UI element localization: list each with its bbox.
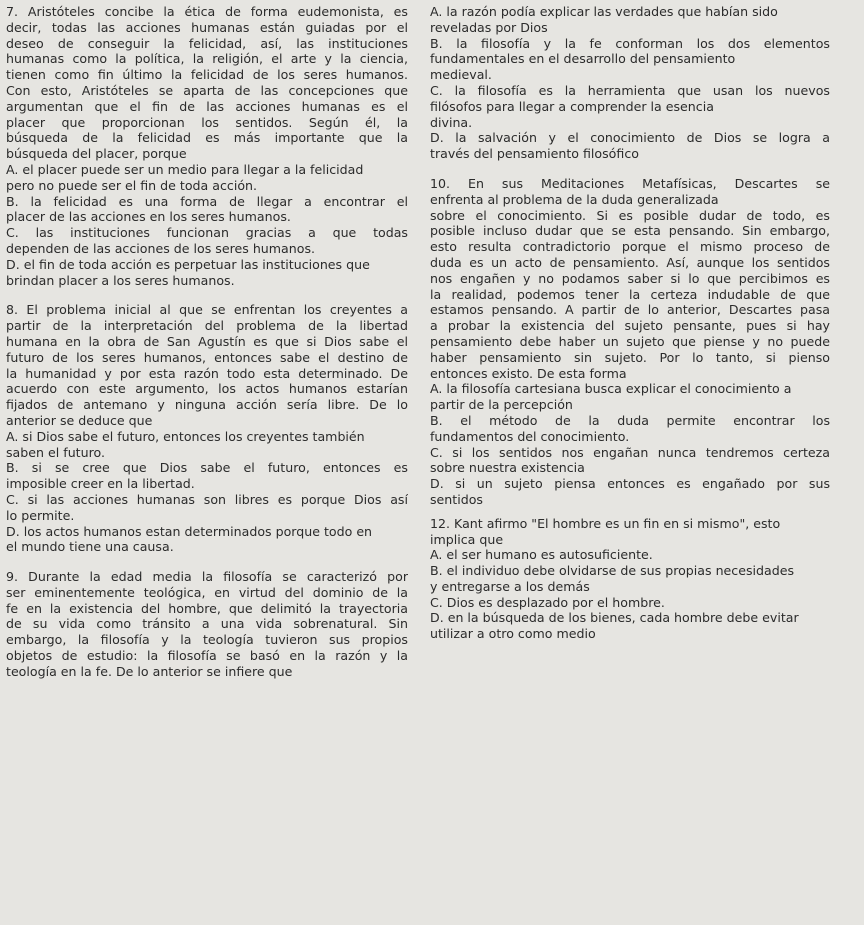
question-text-line: entonces existo. De esta forma — [430, 365, 627, 381]
option-text-line: lo permite. — [6, 507, 75, 523]
option-text-line: fundamentos del conocimiento. — [430, 428, 630, 444]
spacer — [430, 162, 830, 176]
option-text-line: C. las instituciones funcionan gracias a que todas — [6, 225, 408, 241]
option-text-line: C. Dios es desplazado por el hombre. — [430, 594, 665, 610]
question-text-line: implica que — [430, 531, 504, 547]
spacer — [6, 288, 408, 302]
q10-option-b[interactable] — [430, 413, 830, 445]
q8-option-b[interactable] — [6, 460, 408, 492]
spacer — [430, 508, 830, 516]
question-text-line: la realidad, podemos tener la certeza indudable de que — [430, 286, 830, 302]
question-text-line: posible incluso dudar que se esta pensando. Sin embargo, — [430, 223, 830, 239]
question-text-line: teología en la fe. De lo anterior se infiere que — [6, 663, 293, 679]
right-column — [430, 4, 830, 642]
q12-option-a[interactable] — [430, 547, 830, 563]
option-text-line: dependen de las acciones de los seres humanos. — [6, 240, 316, 256]
question-text-line: pensamiento debe haber un sujeto que piense y no puede — [430, 333, 830, 349]
option-text-line: C. si los sentidos nos engañan nunca tendremos certeza — [430, 444, 830, 460]
question-text-line: esto resulta contradictorio porque el mismo proceso de — [430, 239, 830, 255]
question-text-line: sobre el conocimiento. Si es posible dudar de todo, es — [430, 207, 830, 223]
option-text-line: fundamentales en el desarrollo del pensamiento — [430, 51, 736, 67]
q10-option-a[interactable] — [430, 381, 830, 413]
question-text-line: 10. En sus Meditaciones Metafísicas, Descartes se — [430, 175, 830, 191]
q9-option-b[interactable] — [430, 36, 830, 83]
question-text-line: objetos de estudio: la filosofía se basó en la razón y la — [6, 648, 408, 664]
q12-option-c[interactable] — [430, 595, 830, 611]
question-text-line: fijados de antemano y ninguna acción sería libre. De lo — [6, 397, 408, 413]
option-text-line: sobre nuestra existencia — [430, 460, 585, 476]
question-text-line: anterior se deduce que — [6, 412, 153, 428]
option-text-line: B. la filosofía y la fe conforman los dos elementos — [430, 35, 830, 51]
q9-option-d[interactable] — [430, 130, 830, 162]
question-text-line: ser eminentemente teológica, en virtud del dominio de la — [6, 584, 408, 600]
question-text-line: deseo de conseguir la felicidad, así, las instituciones — [6, 35, 408, 51]
option-text-line: D. en la búsqueda de los bienes, cada hombre debe evitar — [430, 610, 799, 626]
option-text-line: A. el ser humano es autosuficiente. — [430, 547, 653, 563]
q8-stem — [6, 302, 408, 428]
question-text-line: a probar la existencia del sujeto pensante, pues si hay — [430, 318, 830, 334]
question-text-line: búsqueda de la felicidad es más importante que la — [6, 130, 408, 146]
question-text-line: decir, todas las acciones humanas están guiadas por el — [6, 19, 408, 35]
question-text-line: la humanidad y por esta razón todo esta determinado. De — [6, 365, 408, 381]
spacer — [6, 555, 408, 569]
question-text-line: futuro de los seres humanos, entonces sabe el destino de — [6, 349, 408, 365]
option-text-line: el mundo tiene una causa. — [6, 539, 174, 555]
option-text-line: D. la salvación y el conocimiento de Dios se logra a — [430, 130, 830, 146]
q12-stem — [430, 516, 830, 548]
question-text-line: nos engañen y no podamos saber si lo que percibimos es — [430, 270, 830, 286]
q8-option-a[interactable] — [6, 429, 408, 461]
question-text-line: embargo, la filosofía y la teología tuvieron sus propios — [6, 632, 408, 648]
left-column — [6, 4, 408, 680]
option-text-line: B. el individuo debe olvidarse de sus propias necesidades — [430, 563, 795, 579]
question-text-line: haber pensamiento sin sujeto. Por lo tanto, si pienso — [430, 349, 830, 365]
option-text-line: sentidos — [430, 491, 483, 507]
q8-option-d[interactable] — [6, 524, 408, 556]
q12-option-d[interactable] — [430, 610, 830, 642]
option-text-line: D. los actos humanos estan determinados porque todo en — [6, 523, 373, 539]
question-text-line: duda es un acto de pensamiento. Así, aunque los sentidos — [430, 254, 830, 270]
option-text-line: saben el futuro. — [6, 444, 105, 460]
option-text-line: B. si se cree que Dios sabe el futuro, entonces es — [6, 460, 408, 476]
question-text-line: búsqueda del placer, porque — [6, 146, 187, 162]
option-text-line: partir de la percepción — [430, 397, 573, 413]
question-text-line: 12. Kant afirmo "El hombre es un fin en si mismo", esto — [430, 515, 781, 531]
q7-stem — [6, 4, 408, 162]
q9-stem — [6, 569, 408, 680]
question-text-line: Con esto, Aristóteles se aparta de las concepciones que — [6, 82, 408, 98]
q10-option-c[interactable] — [430, 445, 830, 477]
option-text-line: C. si las acciones humanas son libres es porque Dios así — [6, 491, 408, 507]
question-text-line: humana en la obra de San Agustín es que si Dios sabe el — [6, 333, 408, 349]
q12-option-b[interactable] — [430, 563, 830, 595]
option-text-line: utilizar a otro como medio — [430, 626, 596, 642]
option-text-line: placer de las acciones en los seres humanos. — [6, 209, 291, 225]
question-text-line: humanas como la política, la religión, el arte y la ciencia, — [6, 51, 408, 67]
option-text-line: reveladas por Dios — [430, 19, 548, 35]
question-text-line: 8. El problema inicial al que se enfrentan los creyentes a — [6, 302, 408, 318]
q7-option-c[interactable] — [6, 225, 408, 257]
option-text-line: B. la felicidad es una forma de llegar a encontrar el — [6, 193, 408, 209]
option-text-line: A. la razón podía explicar las verdades que habían sido — [430, 4, 778, 19]
q7-option-b[interactable] — [6, 194, 408, 226]
q9-option-c[interactable] — [430, 83, 830, 130]
q7-option-d[interactable] — [6, 257, 408, 289]
question-text-line: tienen como fin último la felicidad de los seres humanos. — [6, 67, 408, 83]
question-text-line: de su vida como tránsito a una vida sobrenatural. Sin — [6, 616, 408, 632]
q7-option-a[interactable] — [6, 162, 408, 194]
question-text-line: estamos pensando. A partir de lo anterior, Descartes pasa — [430, 302, 830, 318]
option-text-line: D. el fin de toda acción es perpetuar las instituciones que — [6, 256, 370, 272]
option-text-line: divina. — [430, 114, 473, 130]
option-text-line: A. si Dios sabe el futuro, entonces los creyentes también — [6, 428, 365, 444]
question-text-line: argumentan que el fin de las acciones humanas es el — [6, 98, 408, 114]
q10-stem — [430, 176, 830, 381]
option-text-line: medieval. — [430, 67, 492, 83]
question-text-line: enfrenta al problema de la duda generalizada — [430, 191, 719, 207]
question-text-line: 9. Durante la edad media la filosofía se caracterizó por — [6, 569, 408, 585]
question-text-line: fe en la existencia del hombre, que delimitó la trayectoria — [6, 600, 408, 616]
q8-option-c[interactable] — [6, 492, 408, 524]
option-text-line: C. la filosofía es la herramienta que usan los nuevos — [430, 82, 830, 98]
question-text-line: acuerdo con este argumento, los actos humanos estarían — [6, 381, 408, 397]
option-text-line: brindan placer a los seres humanos. — [6, 272, 235, 288]
option-text-line: y entregarse a los demás — [430, 578, 590, 594]
question-text-line: placer que proporcionan los sentidos. Según él, la — [6, 114, 408, 130]
option-text-line: filósofos para llegar a comprender la esencia — [430, 98, 714, 114]
question-text-line: 7. Aristóteles concibe la ética de forma eudemonista, es — [6, 4, 408, 19]
option-text-line: través del pensamiento filosófico — [430, 146, 639, 162]
option-text-line: A. el placer puede ser un medio para llegar a la felicidad — [6, 161, 364, 177]
option-text-line: pero no puede ser el fin de toda acción. — [6, 177, 258, 193]
q10-option-d[interactable] — [430, 476, 830, 508]
q9-option-a[interactable] — [430, 4, 830, 36]
option-text-line: imposible creer en la libertad. — [6, 476, 195, 492]
option-text-line: D. si un sujeto piensa entonces es engañado por sus — [430, 476, 830, 492]
option-text-line: A. la filosofía cartesiana busca explicar el conocimiento a — [430, 381, 792, 397]
question-text-line: partir de la interpretación del problema de la libertad — [6, 318, 408, 334]
option-text-line: B. el método de la duda permite encontrar los — [430, 412, 830, 428]
